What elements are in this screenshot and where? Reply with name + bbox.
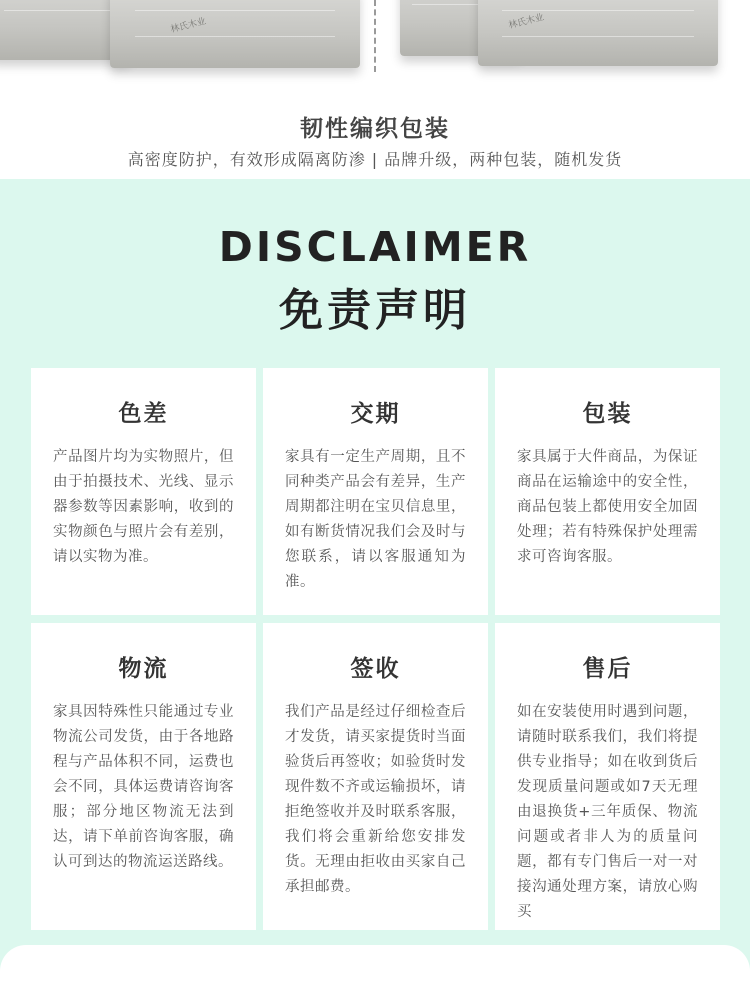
disclaimer-title-en: DISCLAIMER: [218, 223, 532, 271]
package-photo-strip: [0, 0, 750, 100]
packaging-subtitle: 高密度防护，有效形成隔离防渗 | 品牌升级，两种包装，随机发货: [127, 150, 623, 169]
disclaimer-card-receipt: [263, 623, 488, 930]
disclaimer-card-color-difference: [31, 368, 256, 615]
card-body: 家具因特殊性只能通过专业物流公司发货，由于各地路程与产品体积不同，运费也会不同，具体运费请咨询客服；部分地区物流无法到达，请下单前咨询客服，确认可到达的物流运送路线。: [53, 704, 234, 870]
disclaimer-title-cn: 免责声明: [279, 285, 471, 336]
package-photo-right-front: [478, 0, 718, 66]
card-body: 如在安装使用时遇到问题，请随时联系我们，我们将提供专业指导；如在收到货后发现质量问题或如7天无理由退换货+三年质保、物流问题或者非人为的质量问题，都有专门售后一对一对接沟通处理方案，请放心购买: [517, 704, 698, 920]
card-title: 包装: [582, 401, 633, 427]
disclaimer-card-after-sales: [495, 623, 720, 930]
bottom-sheet-edge: [0, 945, 750, 1005]
card-body: 我们产品是经过仔细检查后才发货，请买家提货时当面验货后再签收；如验货时发现件数不齐或运输损坏，请拒绝签收并及时联系客服，我们将会重新给您安排发货。无理由拒收由买家自己承担邮费。: [285, 704, 466, 895]
card-title: 色差: [118, 401, 169, 427]
package-photo-left-front: [110, 0, 360, 68]
disclaimer-card-logistics: [31, 623, 256, 930]
disclaimer-card-delivery-time: [263, 368, 488, 615]
card-title: 交期: [350, 401, 401, 427]
package-brand-text: 林氏木业: [507, 12, 546, 32]
card-body: 家具有一定生产周期，且不同种类产品会有差异，生产周期都注明在宝贝信息里，如有断货情况我们会及时与您联系，请以客服通知为准。: [285, 449, 466, 590]
package-brand-text: 林氏木业: [169, 16, 208, 36]
card-body: 家具属于大件商品，为保证商品在运输途中的安全性，商品包装上都使用安全加固处理；若有特殊保护处理需求可咨询客服。: [517, 449, 698, 565]
disclaimer-section: [0, 179, 750, 987]
card-body: 产品图片均为实物照片，但由于拍摄技术、光线、显示器参数等因素影响，收到的实物颜色与照片会有差别，请以实物为准。: [53, 449, 234, 565]
card-title: 签收: [350, 656, 401, 682]
photo-divider: [374, 0, 376, 72]
packaging-title: 韧性编织包装: [300, 116, 450, 142]
disclaimer-card-packaging: [495, 368, 720, 615]
card-title: 物流: [118, 656, 169, 682]
card-title: 售后: [582, 656, 633, 682]
